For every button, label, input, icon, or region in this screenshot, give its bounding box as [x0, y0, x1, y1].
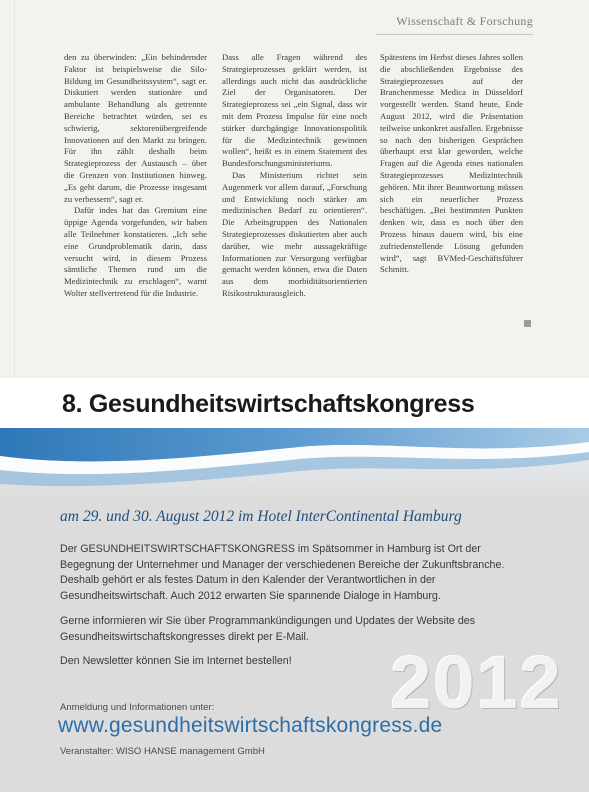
congress-website-link[interactable]: www.gesundheitswirtschaftskongress.de	[58, 714, 443, 737]
header-rule	[376, 34, 533, 35]
article-paragraph: Spätestens im Herbst dieses Jahres sollen die abschließenden Ergebnisse des Strategieprozesses auf der Branchenmesse Medica in Düsseldorf vorgestellt werden. Stand heute, Ende August 2012, wird die Präsentation teilweise unkonkret ausfallen. Ergebnisse so nach den bisherigen Gesprächen überhaupt erst klar geworden, welche Fragen auf die Agenda eines nationalen Strategieprozesses Medizintechnik gehören. Mit ihrer Beantwortung müssen sich ein neuerlicher Prozess beschäftigen. „Bei bestimmten Punkten denken wir, dass es noch über den Prozess hinaus dauern wird, bis eine zufriedenstellende Lösung gefunden wird“, sagt BVMed-Geschäftsführer Schmitt.	[380, 52, 523, 275]
article-column-2	[222, 52, 367, 300]
article-body	[64, 52, 534, 342]
ad-subtitle: am 29. und 30. August 2012 im Hotel InterContinental Hamburg	[60, 508, 462, 525]
article-column-3	[380, 52, 523, 276]
article-paragraph: Das Ministerium richtet sein Augenmerk vor allem darauf, „Forschung und Entwicklung noch stärker am medizinischen Bedarf zu orientieren“. Die Arbeitsgruppen des Nationalen Strategieprozesses diskutierten aber auch darüber, wie mehr aussagekräftige Informationen zur Versorgung verfügbar gemacht werden können, etwa die Daten aus dem morbiditätsorientierten Risikostrukturausgleich.	[222, 169, 367, 298]
congress-advertisement	[0, 378, 589, 792]
ad-year-graphic: 2012	[390, 641, 563, 724]
ad-title: 8. Gesundheitswirtschaftskongress	[62, 390, 475, 418]
ad-paragraph: Den Newsletter können Sie im Internet bestellen!	[60, 655, 292, 667]
organizer-line: Veranstalter: WISO HANSE management GmbH	[60, 746, 265, 757]
article-paragraph: Dass alle Fragen während des Strategieprozesses geklärt werden, ist allerdings auch nicht das ausdrückliche Ziel der Organisatoren. Der Strategieprozess sei „ein Signal, dass wir mit dem Prozess Impulse für eine noch stärker durchgängige Innovationspolitik für die Medizintechnik gewinnen wollen“, heißt es in einem Statement des Bundesforschungsministeriums.	[222, 52, 367, 169]
ad-paragraph: Gerne informieren wir Sie über Programmankündigungen und Updates der Website des Gesundheitswirtschaftskongresses direkt per E-Mail.	[60, 615, 476, 643]
article-end-mark	[524, 320, 531, 327]
ad-wave-graphic	[0, 428, 589, 498]
registration-label: Anmeldung und Informationen unter:	[60, 702, 215, 713]
article-column-1	[64, 52, 207, 300]
article-paragraph: Dafür indes hat das Gremium eine üppige Agenda vorgefunden, wir haben alle Teilnehmer konstatieren. „Ich sehe eine Grundproblematik darin, dass versucht wird, in diesem Prozess sämtliche Themen rund um die Medizintechnik zu erschlagen“, warnt Wolter stellvertretend für die Industrie.	[64, 205, 207, 298]
ad-paragraph: Der GESUNDHEITSWIRTSCHAFTSKONGRESS im Spätsommer in Hamburg ist Ort der Begegnung der Unternehmer und Manager der verschiedenen Bereiche der Zukunftsbranche. Deshalb gehört er als festes Datum in den Kalender der Verantwortlichen in der Gesundheitswirtschaft. Auch 2012 erwarten Sie spannende Dialoge in Hamburg.	[60, 543, 505, 602]
section-header: Wissenschaft & Forschung	[396, 14, 533, 28]
article-paragraph: den zu überwinden: „Ein behindernder Faktor ist beispielsweise die Silo-Bildung im Gesundheitssystem“, sagt er. Diskutiert werden stationäre und ambulante Behandlung als getrennte Bereiche betrachtet würden, sei es schwierig, sektorenübergreifende Innovationen auf den Markt zu bringen. Für ihn zählt deshalb beim Strategieprozess der Austausch – über die Grenzen von Institutionen hinweg. „Es geht darum, die Prozesse insgesamt zu verbessern“, sagt er.	[64, 52, 207, 204]
